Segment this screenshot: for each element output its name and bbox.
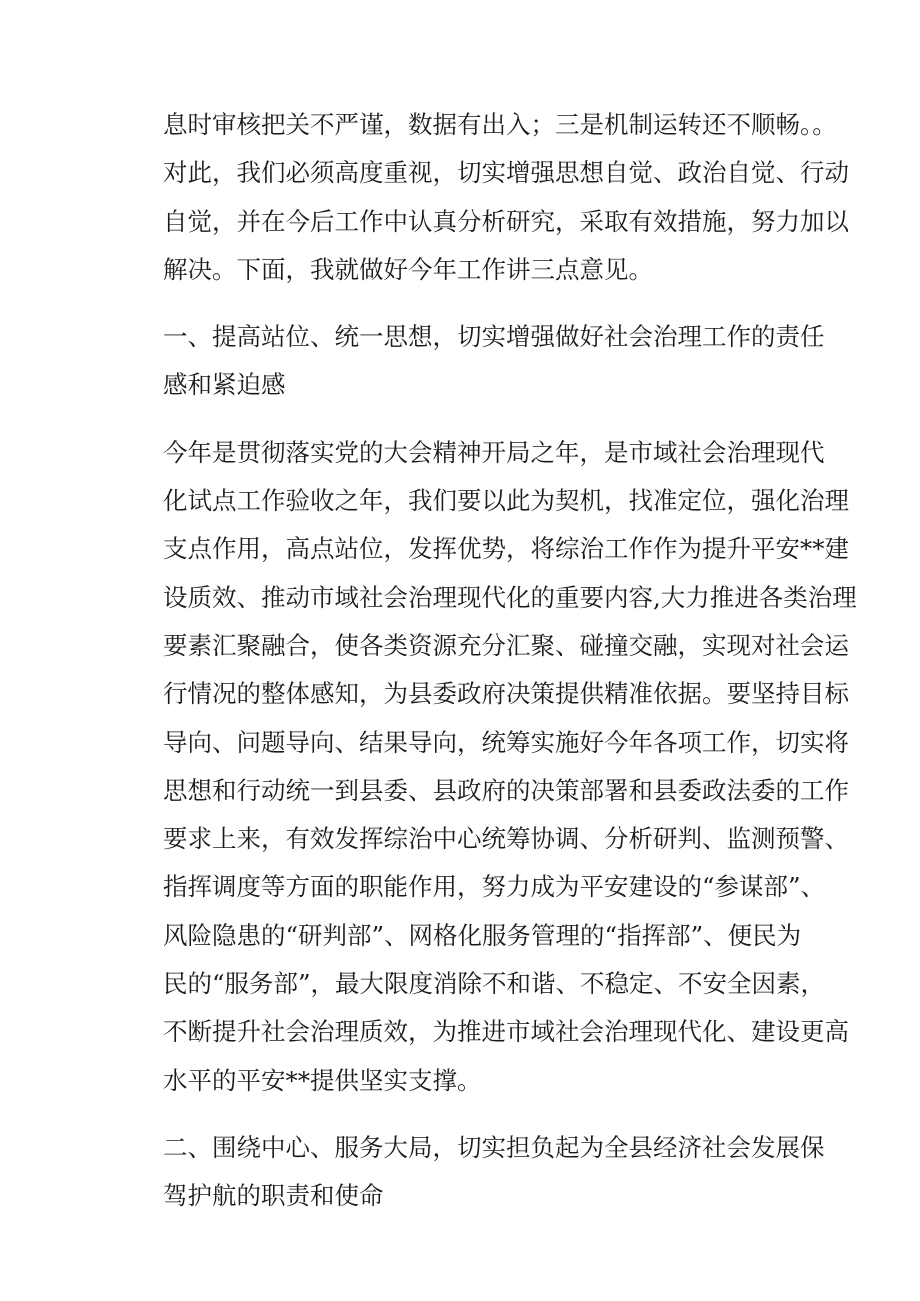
paragraph-intro-continuation <box>163 101 849 294</box>
text-line: 设质效、推动市域社会治理现代化的重要内容,大力推进各类治理 <box>163 582 857 612</box>
text-line: 导向、问题导向、结果导向，统筹实施好今年各项工作，切实将 <box>163 727 849 757</box>
text-line: 不断提升社会治理质效，为推进市域社会治理现代化、建设更高 <box>163 1017 849 1047</box>
text-line: 驾护航的职责和使命 <box>163 1181 384 1211</box>
text-line: 民的“服务部”，最大限度消除不和谐、不稳定、不安全因素， <box>163 969 826 999</box>
text-line: 二、围绕中心、服务大局，切实担负起为全县经济社会发展保 <box>163 1132 825 1162</box>
section-heading-two <box>163 1124 825 1221</box>
text-line: 化试点工作验收之年，我们要以此为契机，找准定位，强化治理 <box>163 486 849 516</box>
text-line: 感和紧迫感 <box>163 370 286 400</box>
section-heading-one <box>163 313 825 410</box>
text-line: 息时审核把关不严谨，数据有出入；三是机制运转还不顺畅。。 <box>163 110 837 139</box>
text-line: 解决。下面，我就做好今年工作讲三点意见。 <box>163 254 653 284</box>
text-line: 对此，我们必须高度重视，切实增强思想自觉、政治自觉、行动 <box>163 158 849 188</box>
text-line: 今年是贯彻落实党的大会精神开局之年，是市域社会治理现代 <box>163 437 825 467</box>
text-line: 要素汇聚融合，使各类资源充分汇聚、碰撞交融，实现对社会运 <box>163 630 849 660</box>
text-line: 水平的平安**提供坚实支撑。 <box>163 1065 482 1095</box>
document-body <box>163 101 857 1240</box>
text-line: 一、提高站位、统一思想，切实增强做好社会治理工作的责任 <box>163 322 825 352</box>
text-line: 思想和行动统一到县委、县政府的决策部署和县委政法委的工作 <box>163 775 849 805</box>
text-line: 支点作用，高点站位，发挥优势，将综治工作作为提升平安**建 <box>163 534 849 564</box>
text-line: 要求上来，有效发挥综治中心统筹协调、分析研判、监测预警、 <box>163 824 849 854</box>
text-line: 自觉，并在今后工作中认真分析研究，采取有效措施，努力加以 <box>163 206 849 236</box>
paragraph-body-one <box>163 429 857 1105</box>
text-line: 指挥调度等方面的职能作用，努力成为平安建设的“参谋部”、 <box>163 872 826 902</box>
text-line: 风险隐患的“研判部”、网格化服务管理的“指挥部”、便民为 <box>163 920 802 950</box>
text-line: 行情况的整体感知，为县委政府决策提供精准依据。要坚持目标 <box>163 679 849 709</box>
